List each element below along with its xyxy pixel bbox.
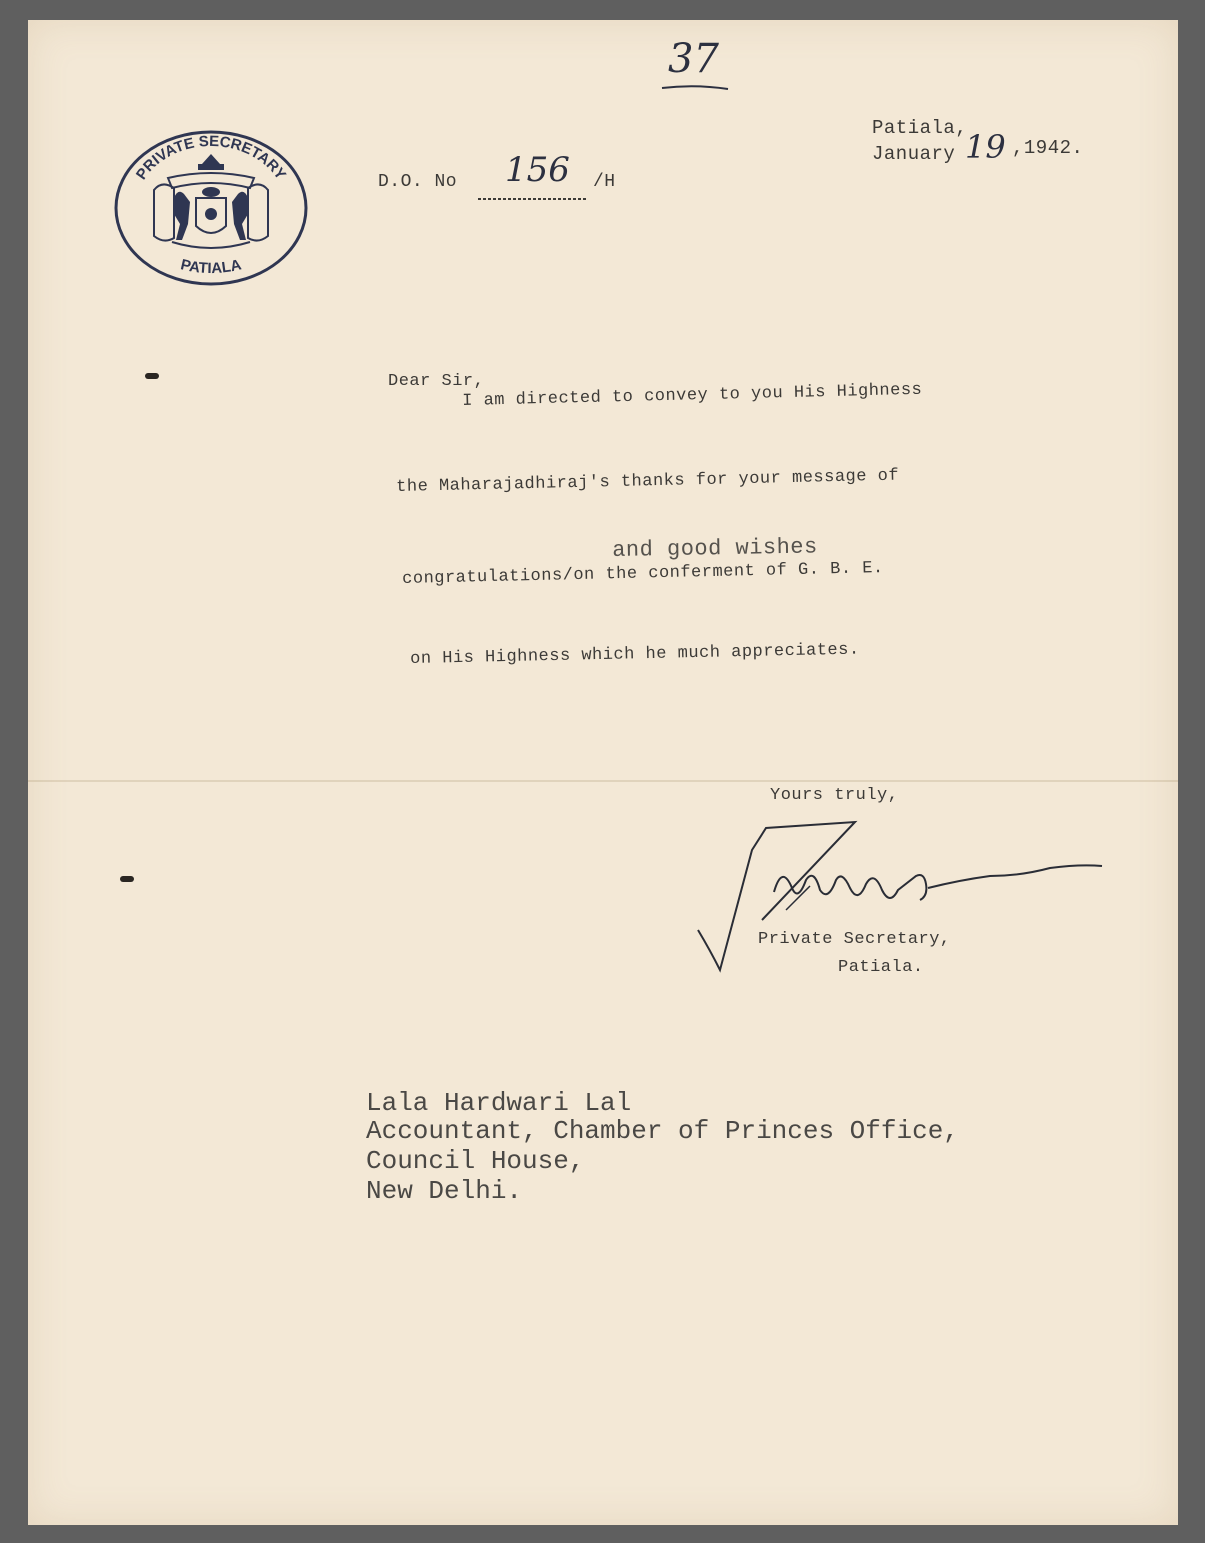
signature — [690, 810, 1110, 980]
valediction: Yours truly, — [770, 786, 899, 805]
signatory-place: Patiala. — [838, 958, 924, 977]
recipient-building: Council House, — [366, 1146, 585, 1176]
body-line-1: I am directed to convey to you His Highness — [462, 380, 923, 411]
fold-crease — [28, 780, 1178, 782]
reference-number: 156 — [505, 150, 570, 190]
date-day: 19 — [965, 128, 1006, 166]
body-line-3: congratulations/on the conferment of G. B. E. — [402, 559, 884, 589]
recipient-name: Lala Hardwari Lal — [366, 1088, 632, 1118]
recipient-city: New Delhi. — [366, 1176, 523, 1206]
seal-bottom-text: PATIALA — [179, 256, 243, 278]
body-line-2: the Maharajadhiraj's thanks for your message of — [396, 466, 900, 497]
punch-hole-lower — [120, 876, 134, 882]
file-number-underline — [660, 84, 730, 92]
punch-hole-upper — [145, 373, 159, 379]
reference-prefix: D.O. No — [378, 172, 458, 192]
svg-text:PATIALA — [179, 256, 243, 277]
file-number: 37 — [668, 36, 719, 82]
recipient-position: Accountant, Chamber of Princes Office, — [366, 1116, 959, 1146]
reference-dotted-line — [478, 196, 590, 202]
reference-suffix: /H — [593, 172, 616, 192]
salutation: Dear Sir, — [388, 372, 485, 391]
date-month: January — [872, 143, 956, 165]
signatory-title: Private Secretary, — [758, 930, 951, 949]
seal-top-text: PRIVATE SECRETARY — [132, 132, 290, 183]
body-line-4: on His Highness which he much appreciates. — [410, 640, 860, 669]
body-insertion: and good wishes — [612, 534, 818, 563]
date-place: Patiala, — [872, 117, 968, 139]
private-secretary-seal — [112, 128, 310, 288]
date-year: ,1942. — [1012, 137, 1084, 159]
